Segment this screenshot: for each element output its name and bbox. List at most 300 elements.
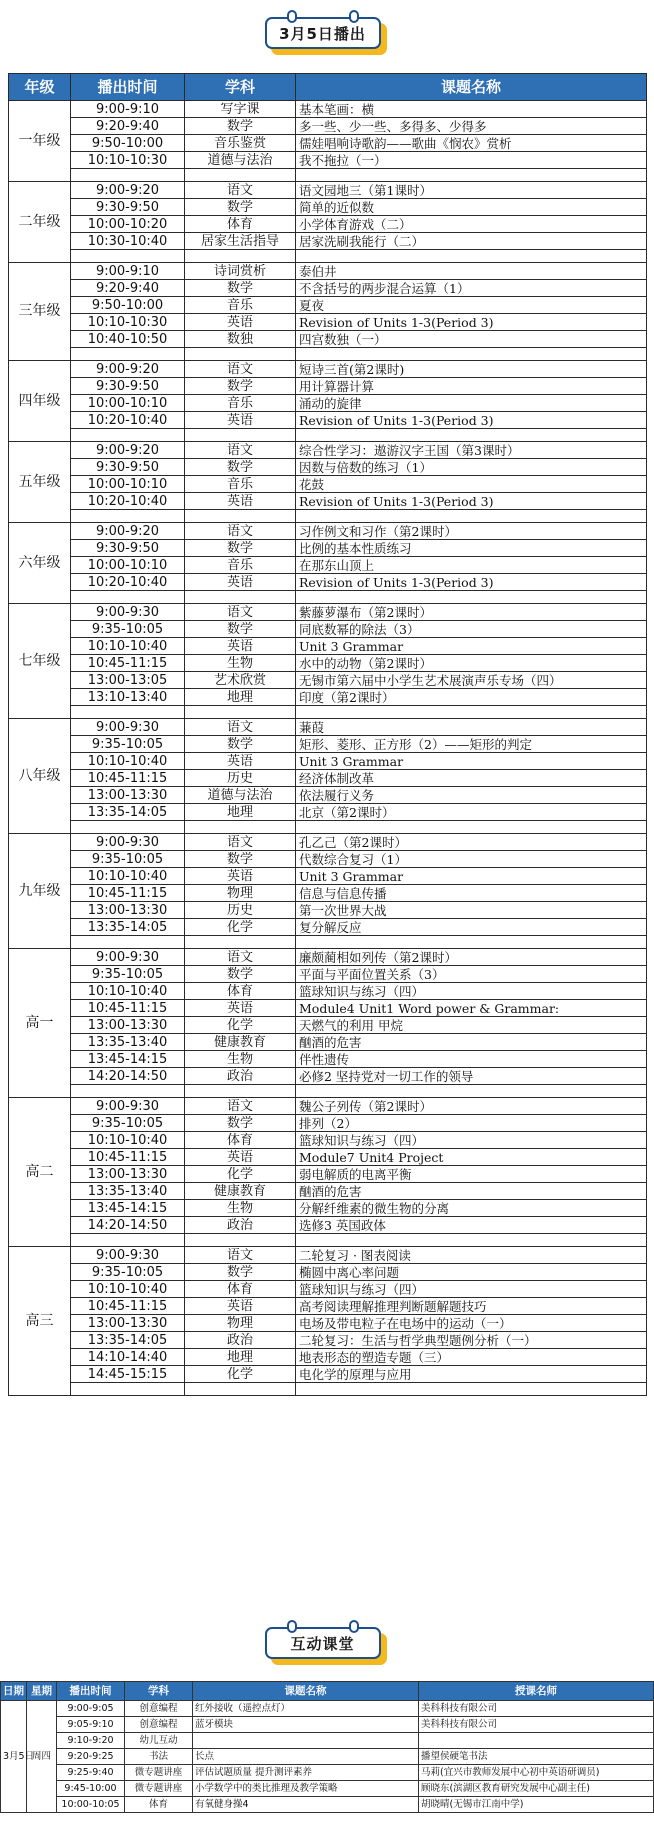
spacer-row xyxy=(9,936,647,949)
topic-cell: 魏公子列传（第2课时） xyxy=(296,1098,647,1115)
time-cell: 9:50-10:00 xyxy=(71,135,185,152)
spacer-cell xyxy=(296,591,647,604)
topic-cell: 廉颇蔺相如列传（第2课时） xyxy=(296,949,647,966)
time-cell: 9:50-10:00 xyxy=(71,297,185,314)
header-weekday: 星期 xyxy=(27,1682,57,1701)
time-cell: 9:35-10:05 xyxy=(71,1264,185,1281)
subject-cell: 体育 xyxy=(185,983,296,1000)
time-cell: 9:35-10:05 xyxy=(71,851,185,868)
schedule-row xyxy=(9,919,647,936)
schedule-row xyxy=(9,135,647,152)
grade-cell: 七年级 xyxy=(9,604,71,719)
time-cell: 14:45-15:15 xyxy=(71,1366,185,1383)
grade-cell: 四年级 xyxy=(9,361,71,442)
time-cell: 9:35-10:05 xyxy=(71,621,185,638)
interactive-row xyxy=(1,1765,654,1781)
time-cell: 9:25-9:40 xyxy=(57,1765,125,1781)
time-cell: 13:00-13:05 xyxy=(71,672,185,689)
schedule-row xyxy=(9,1166,647,1183)
schedule-row xyxy=(9,361,647,378)
schedule-row xyxy=(9,1068,647,1085)
schedule-row xyxy=(9,540,647,557)
spacer-cell xyxy=(296,1085,647,1098)
grade-cell: 高三 xyxy=(9,1247,71,1396)
topic-cell: 经济体制改革 xyxy=(296,770,647,787)
time-cell: 9:20-9:40 xyxy=(71,280,185,297)
topic-cell: 不含括号的两步混合运算（1） xyxy=(296,280,647,297)
grade-cell: 一年级 xyxy=(9,101,71,182)
time-cell: 10:00-10:20 xyxy=(71,216,185,233)
schedule-row xyxy=(9,314,647,331)
subject-cell: 化学 xyxy=(185,919,296,936)
subject-cell: 生物 xyxy=(185,1051,296,1068)
time-cell: 9:00-9:20 xyxy=(71,442,185,459)
time-cell: 13:35-14:05 xyxy=(71,1332,185,1349)
spacer-row xyxy=(9,821,647,834)
subject-cell: 创意编程 xyxy=(125,1701,193,1717)
time-cell: 10:45-11:15 xyxy=(71,1000,185,1017)
subject-cell: 化学 xyxy=(185,1366,296,1383)
schedule-header-row xyxy=(9,74,647,101)
subject-cell: 英语 xyxy=(185,1149,296,1166)
time-cell: 13:35-13:40 xyxy=(71,1034,185,1051)
subject-cell: 英语 xyxy=(185,314,296,331)
subject-cell: 政治 xyxy=(185,1217,296,1234)
subject-cell: 体育 xyxy=(185,216,296,233)
spacer-cell xyxy=(71,429,185,442)
topic-cell: 矩形、菱形、正方形（2）——矩形的判定 xyxy=(296,736,647,753)
topic-cell: 评估试题质量 提升测评素养 xyxy=(193,1765,419,1781)
subject-cell: 艺术欣赏 xyxy=(185,672,296,689)
interactive-body xyxy=(1,1701,654,1813)
time-cell: 10:45-11:15 xyxy=(71,770,185,787)
topic-cell: 我不拖拉（一） xyxy=(296,152,647,169)
time-cell: 9:20-9:25 xyxy=(57,1749,125,1765)
spacer-row xyxy=(9,510,647,523)
time-cell: 9:30-9:50 xyxy=(71,378,185,395)
schedule-body xyxy=(9,101,647,1396)
spacer-row xyxy=(9,1234,647,1247)
subject-cell: 英语 xyxy=(185,753,296,770)
time-cell: 10:20-10:40 xyxy=(71,412,185,429)
topic-cell: 蓝牙模块 xyxy=(193,1717,419,1733)
subject-cell: 音乐 xyxy=(185,395,296,412)
spacer-cell xyxy=(185,591,296,604)
subject-cell: 语文 xyxy=(185,182,296,199)
spacer-cell xyxy=(71,1234,185,1247)
topic-cell: 天燃气的利用 甲烷 xyxy=(296,1017,647,1034)
time-cell: 10:10-10:40 xyxy=(71,638,185,655)
spacer-cell xyxy=(185,1085,296,1098)
schedule-row xyxy=(9,395,647,412)
schedule-row xyxy=(9,412,647,429)
topic-cell: 电场及带电粒子在电场中的运动（一） xyxy=(296,1315,647,1332)
topic-cell: 酗酒的危害 xyxy=(296,1034,647,1051)
schedule-row xyxy=(9,1115,647,1132)
topic-cell: 四宫数独（一） xyxy=(296,331,647,348)
time-cell: 10:10-10:40 xyxy=(71,868,185,885)
interactive-row xyxy=(1,1717,654,1733)
subject-cell: 微专题讲座 xyxy=(125,1765,193,1781)
subject-cell: 数独 xyxy=(185,331,296,348)
spacer-cell xyxy=(185,429,296,442)
schedule-row xyxy=(9,331,647,348)
subject-cell: 微专题讲座 xyxy=(125,1781,193,1797)
subject-cell: 历史 xyxy=(185,770,296,787)
subject-cell: 体育 xyxy=(185,1132,296,1149)
schedule-row xyxy=(9,1034,647,1051)
spacer-row xyxy=(9,706,647,719)
subject-cell: 英语 xyxy=(185,1298,296,1315)
topic-cell: 排列（2） xyxy=(296,1115,647,1132)
time-cell: 9:00-9:05 xyxy=(57,1701,125,1717)
subject-cell: 生物 xyxy=(185,1200,296,1217)
time-cell: 10:45-11:15 xyxy=(71,885,185,902)
subject-cell: 英语 xyxy=(185,868,296,885)
time-cell: 13:00-13:30 xyxy=(71,787,185,804)
topic-cell: 综合性学习：遨游汉字王国（第3课时） xyxy=(296,442,647,459)
spacer-cell xyxy=(296,250,647,263)
binder-ring-icon xyxy=(349,1620,359,1633)
subject-cell: 政治 xyxy=(185,1332,296,1349)
spacer-cell xyxy=(185,169,296,182)
time-cell: 10:45-11:15 xyxy=(71,1149,185,1166)
subject-cell: 物理 xyxy=(185,885,296,902)
topic-cell: 蒹葭 xyxy=(296,719,647,736)
schedule-row xyxy=(9,1200,647,1217)
time-cell: 9:10-9:20 xyxy=(57,1733,125,1749)
schedule-row xyxy=(9,378,647,395)
topic-cell: 依法履行义务 xyxy=(296,787,647,804)
topic-cell: 红外接收（遥控点灯） xyxy=(193,1701,419,1717)
topic-cell: Module4 Unit1 Word power & Grammar: xyxy=(296,1000,647,1017)
subject-cell: 语文 xyxy=(185,523,296,540)
spacer-cell xyxy=(296,706,647,719)
subject-cell: 写字课 xyxy=(185,101,296,118)
header-time: 播出时间 xyxy=(71,74,185,101)
spacer-cell xyxy=(185,706,296,719)
header-subject: 学科 xyxy=(185,74,296,101)
grade-cell: 三年级 xyxy=(9,263,71,361)
topic-cell: 用计算器计算 xyxy=(296,378,647,395)
time-cell: 14:20-14:50 xyxy=(71,1217,185,1234)
badge-label: 3月5日播出 xyxy=(265,17,381,49)
interactive-row xyxy=(1,1781,654,1797)
time-cell: 10:20-10:40 xyxy=(71,493,185,510)
spacer-row xyxy=(9,1383,647,1396)
topic-cell: 孔乙己（第2课时） xyxy=(296,834,647,851)
grade-cell: 九年级 xyxy=(9,834,71,949)
spacer-row xyxy=(9,1085,647,1098)
interactive-row xyxy=(1,1733,654,1749)
schedule-row xyxy=(9,1298,647,1315)
time-cell: 14:10-14:40 xyxy=(71,1349,185,1366)
time-cell: 13:00-13:30 xyxy=(71,902,185,919)
topic-cell: 复分解反应 xyxy=(296,919,647,936)
time-cell: 9:45-10:00 xyxy=(57,1781,125,1797)
subject-cell: 诗词赏析 xyxy=(185,263,296,280)
header-topic: 课题名称 xyxy=(193,1682,419,1701)
teacher-cell: 播望侯硬笔书法 xyxy=(419,1749,654,1765)
spacer-cell xyxy=(71,510,185,523)
grade-cell: 高一 xyxy=(9,949,71,1098)
binder-ring-icon xyxy=(349,10,359,23)
binder-ring-icon xyxy=(287,1620,297,1633)
topic-cell: 伴性遗传 xyxy=(296,1051,647,1068)
subject-cell: 英语 xyxy=(185,412,296,429)
subject-cell: 数学 xyxy=(185,851,296,868)
time-cell: 9:05-9:10 xyxy=(57,1717,125,1733)
subject-cell: 数学 xyxy=(185,118,296,135)
time-cell: 9:00-9:10 xyxy=(71,101,185,118)
topic-cell: 椭圆中离心率问题 xyxy=(296,1264,647,1281)
subject-cell: 居家生活指导 xyxy=(185,233,296,250)
subject-cell: 英语 xyxy=(185,574,296,591)
time-cell: 13:00-13:30 xyxy=(71,1315,185,1332)
schedule-row xyxy=(9,621,647,638)
subject-cell: 音乐 xyxy=(185,476,296,493)
topic-cell: 水中的动物（第2课时） xyxy=(296,655,647,672)
time-cell: 9:35-10:05 xyxy=(71,736,185,753)
schedule-row xyxy=(9,1017,647,1034)
subject-cell: 健康教育 xyxy=(185,1183,296,1200)
schedule-row xyxy=(9,442,647,459)
subject-cell: 历史 xyxy=(185,902,296,919)
subject-cell: 语文 xyxy=(185,1098,296,1115)
schedule-row xyxy=(9,1098,647,1115)
time-cell: 9:30-9:50 xyxy=(71,459,185,476)
time-cell: 13:35-14:05 xyxy=(71,804,185,821)
topic-cell: 多一些、少一些、多得多、少得多 xyxy=(296,118,647,135)
spacer-row xyxy=(9,591,647,604)
time-cell: 13:35-14:05 xyxy=(71,919,185,936)
spacer-cell xyxy=(185,348,296,361)
schedule-row xyxy=(9,574,647,591)
subject-cell: 地理 xyxy=(185,689,296,706)
subject-cell: 数学 xyxy=(185,540,296,557)
schedule-row xyxy=(9,1051,647,1068)
topic-cell: 小学体育游戏（二） xyxy=(296,216,647,233)
subject-cell: 语文 xyxy=(185,1247,296,1264)
schedule-row xyxy=(9,152,647,169)
spacer-cell xyxy=(71,706,185,719)
topic-cell: 印度（第2课时） xyxy=(296,689,647,706)
spacer-row xyxy=(9,348,647,361)
schedule-row xyxy=(9,787,647,804)
subject-cell: 道德与法治 xyxy=(185,152,296,169)
schedule-row xyxy=(9,1247,647,1264)
topic-cell: Unit 3 Grammar xyxy=(296,638,647,655)
spacer-cell xyxy=(296,169,647,182)
subject-cell: 地理 xyxy=(185,1349,296,1366)
topic-cell: 有氧健身操4 xyxy=(193,1797,419,1813)
time-cell: 13:45-14:15 xyxy=(71,1200,185,1217)
subject-cell: 数学 xyxy=(185,736,296,753)
time-cell: 9:00-9:30 xyxy=(71,1247,185,1264)
schedule-row xyxy=(9,736,647,753)
spacer-cell xyxy=(296,1234,647,1247)
subject-cell: 物理 xyxy=(185,1315,296,1332)
spacer-cell xyxy=(71,348,185,361)
interactive-class-badge xyxy=(265,1627,389,1667)
spacer-cell xyxy=(185,250,296,263)
schedule-row xyxy=(9,233,647,250)
time-cell: 10:00-10:10 xyxy=(71,476,185,493)
subject-cell: 数学 xyxy=(185,1264,296,1281)
topic-cell: 地表形态的塑造专题（三） xyxy=(296,1349,647,1366)
topic-cell: 夏夜 xyxy=(296,297,647,314)
subject-cell: 语文 xyxy=(185,719,296,736)
spacer-cell xyxy=(71,1383,185,1396)
time-cell: 10:45-11:15 xyxy=(71,655,185,672)
schedule-row xyxy=(9,1281,647,1298)
weekday-cell: 周四 xyxy=(27,1701,57,1813)
subject-cell: 化学 xyxy=(185,1017,296,1034)
schedule-row xyxy=(9,885,647,902)
topic-cell: Module7 Unit4 Project xyxy=(296,1149,647,1166)
schedule-row xyxy=(9,1366,647,1383)
topic-cell: 选修3 英国政体 xyxy=(296,1217,647,1234)
subject-cell: 英语 xyxy=(185,493,296,510)
topic-cell: 第一次世界大战 xyxy=(296,902,647,919)
schedule-row xyxy=(9,557,647,574)
schedule-row xyxy=(9,966,647,983)
time-cell: 10:10-10:40 xyxy=(71,1281,185,1298)
topic-cell: 高考阅读理解推理判断题解题技巧 xyxy=(296,1298,647,1315)
subject-cell: 语文 xyxy=(185,604,296,621)
schedule-row xyxy=(9,804,647,821)
subject-cell: 数学 xyxy=(185,621,296,638)
topic-cell: 儒娃唱响诗歌韵——歌曲《悯农》赏析 xyxy=(296,135,647,152)
time-cell: 13:45-14:15 xyxy=(71,1051,185,1068)
spacer-row xyxy=(9,169,647,182)
schedule-row xyxy=(9,770,647,787)
subject-cell: 音乐 xyxy=(185,297,296,314)
spacer-cell xyxy=(71,821,185,834)
schedule-row xyxy=(9,280,647,297)
time-cell: 9:30-9:50 xyxy=(71,540,185,557)
grade-cell: 八年级 xyxy=(9,719,71,834)
subject-cell: 道德与法治 xyxy=(185,787,296,804)
schedule-row xyxy=(9,902,647,919)
subject-cell: 生物 xyxy=(185,655,296,672)
schedule-row xyxy=(9,1000,647,1017)
subject-cell: 语文 xyxy=(185,834,296,851)
broadcast-schedule-table xyxy=(8,73,647,1396)
time-cell: 9:00-9:20 xyxy=(71,361,185,378)
spacer-row xyxy=(9,250,647,263)
topic-cell: 电化学的原理与应用 xyxy=(296,1366,647,1383)
time-cell: 13:10-13:40 xyxy=(71,689,185,706)
topic-cell: 平面与平面位置关系（3） xyxy=(296,966,647,983)
spacer-cell xyxy=(71,169,185,182)
topic-cell: 紫藤萝瀑布（第2课时） xyxy=(296,604,647,621)
schedule-row xyxy=(9,459,647,476)
schedule-row xyxy=(9,689,647,706)
topic-cell: 必修2 坚持党对一切工作的领导 xyxy=(296,1068,647,1085)
topic-cell: 篮球知识与练习（四） xyxy=(296,1281,647,1298)
topic-cell: 长点 xyxy=(193,1749,419,1765)
schedule-row xyxy=(9,1217,647,1234)
topic-cell: 二轮复习 · 图表阅读 xyxy=(296,1247,647,1264)
header-grade: 年级 xyxy=(9,74,71,101)
schedule-row xyxy=(9,851,647,868)
schedule-row xyxy=(9,118,647,135)
spacer-cell xyxy=(296,936,647,949)
spacer-cell xyxy=(185,1383,296,1396)
time-cell: 9:00-9:30 xyxy=(71,949,185,966)
schedule-row xyxy=(9,719,647,736)
topic-cell: 习作例文和习作（第2课时） xyxy=(296,523,647,540)
time-cell: 10:00-10:05 xyxy=(57,1797,125,1813)
teacher-cell: 美科科技有限公司 xyxy=(419,1701,654,1717)
interactive-row xyxy=(1,1701,654,1717)
time-cell: 9:00-9:10 xyxy=(71,263,185,280)
topic-cell: 居家洗刷我能行（二） xyxy=(296,233,647,250)
subject-cell: 创意编程 xyxy=(125,1717,193,1733)
time-cell: 13:00-13:30 xyxy=(71,1017,185,1034)
subject-cell: 英语 xyxy=(185,638,296,655)
topic-cell: 二轮复习：生活与哲学典型题例分析（一） xyxy=(296,1332,647,1349)
time-cell: 9:30-9:50 xyxy=(71,199,185,216)
teacher-cell: 马莉(宜兴市教师发展中心初中英语研调员) xyxy=(419,1765,654,1781)
subject-cell: 数学 xyxy=(185,378,296,395)
schedule-row xyxy=(9,1183,647,1200)
time-cell: 10:10-10:40 xyxy=(71,753,185,770)
spacer-cell xyxy=(296,510,647,523)
topic-cell: Revision of Units 1-3(Period 3) xyxy=(296,493,647,510)
spacer-cell xyxy=(71,591,185,604)
subject-cell: 地理 xyxy=(185,804,296,821)
schedule-row xyxy=(9,493,647,510)
time-cell: 9:35-10:05 xyxy=(71,1115,185,1132)
topic-cell: 信息与信息传播 xyxy=(296,885,647,902)
topic-cell: 短诗三首(第2课时) xyxy=(296,361,647,378)
interactive-row xyxy=(1,1749,654,1765)
binder-ring-icon xyxy=(287,10,297,23)
time-cell: 13:00-13:30 xyxy=(71,1166,185,1183)
topic-cell: Revision of Units 1-3(Period 3) xyxy=(296,412,647,429)
schedule-row xyxy=(9,216,647,233)
header-topic: 课题名称 xyxy=(296,74,647,101)
spacer-cell xyxy=(296,1383,647,1396)
schedule-row xyxy=(9,263,647,280)
subject-cell: 书法 xyxy=(125,1749,193,1765)
spacer-cell xyxy=(296,821,647,834)
subject-cell: 化学 xyxy=(185,1166,296,1183)
subject-cell: 幼儿互动 xyxy=(125,1733,193,1749)
time-cell: 9:00-9:30 xyxy=(71,719,185,736)
header-teacher: 授课名师 xyxy=(419,1682,654,1701)
schedule-row xyxy=(9,1349,647,1366)
time-cell: 9:00-9:30 xyxy=(71,1098,185,1115)
schedule-row xyxy=(9,1315,647,1332)
topic-cell: 在那东山顶上 xyxy=(296,557,647,574)
time-cell: 9:35-10:05 xyxy=(71,966,185,983)
spacer-cell xyxy=(71,936,185,949)
time-cell: 9:00-9:30 xyxy=(71,604,185,621)
interactive-class-table xyxy=(0,1681,654,1813)
subject-cell: 数学 xyxy=(185,459,296,476)
subject-cell: 数学 xyxy=(185,1115,296,1132)
subject-cell: 健康教育 xyxy=(185,1034,296,1051)
spacer-cell xyxy=(185,936,296,949)
topic-cell: 比例的基本性质练习 xyxy=(296,540,647,557)
spacer-cell xyxy=(296,429,647,442)
spacer-cell xyxy=(185,821,296,834)
schedule-row xyxy=(9,983,647,1000)
topic-cell: 分解纤维素的微生物的分离 xyxy=(296,1200,647,1217)
